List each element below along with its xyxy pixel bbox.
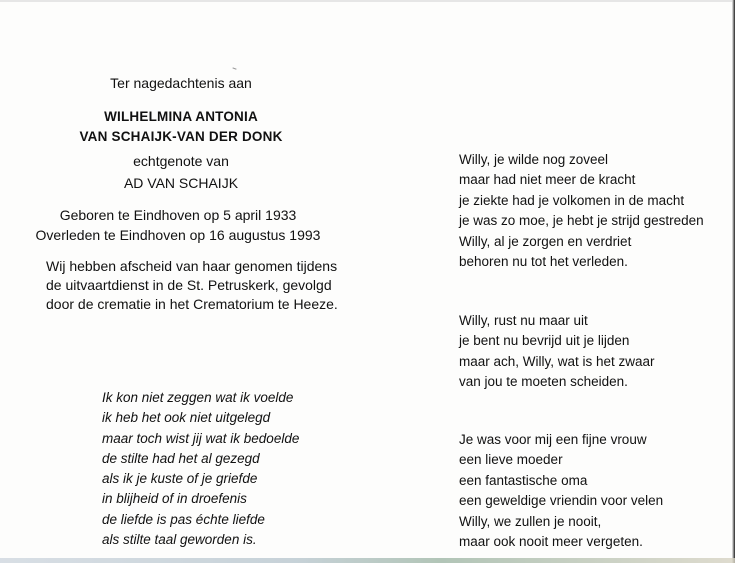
intro-text: Ter nagedachtenis aan (110, 75, 252, 91)
poem-right-stanza-3 (459, 430, 663, 552)
poem-line: Je was voor mij een fijne vrouw (459, 432, 647, 447)
poem-line: maar had niet meer de kracht (459, 172, 636, 188)
poem-right-stanza-2 (459, 311, 655, 393)
poem-line: de stilte had het al gezegd (102, 450, 260, 466)
name-line-1: WILHELMINA ANTONIA (104, 109, 258, 124)
poem-line: Willy, al je zorgen en verdriet (459, 233, 632, 249)
poem-line: als ik je kuste of je griefde (102, 471, 258, 487)
poem-line: een fantastische oma (459, 472, 588, 488)
poem-line: ik heb het ook niet uitgelegd (102, 410, 271, 426)
death-line: Overleden te Eindhoven op 16 augustus 1993 (35, 227, 321, 243)
small-mark (231, 67, 236, 72)
poem-line: maar ook nooit meer vergeten. (459, 534, 643, 550)
card-bottom-edge (0, 558, 735, 563)
poem-line: je ziekte had je volkomen in de macht (459, 192, 685, 208)
poem-left (102, 388, 299, 550)
poem-line: de liefde is pas échte liefde (102, 511, 265, 527)
poem-line: maar ach, Willy, wat is het zwaar (459, 353, 655, 369)
poem-line: een lieve moeder (459, 452, 563, 468)
poem-right-stanza-1 (459, 150, 704, 272)
spouse-label: echtgenote van (133, 153, 229, 169)
poem-line: van jou te moeten scheiden. (459, 374, 628, 390)
poem-line: als stilte taal geworden is. (102, 532, 257, 548)
service-line: Wij hebben afscheid van haar genomen tijdens (46, 258, 338, 274)
spouse-name: AD VAN SCHAIJK (123, 175, 239, 191)
poem-line: Ik kon niet zeggen wat ik voelde (102, 390, 294, 405)
poem-line: Willy, rust nu maar uit (459, 313, 588, 328)
poem-line: je was zo moe, je hebt je strijd gestreden (459, 213, 704, 229)
poem-line: Willy, je wilde nog zoveel (459, 152, 609, 167)
name-line-2: VAN SCHAIJK-VAN DER DONK (79, 129, 283, 144)
poem-line: behoren nu tot het verleden. (459, 254, 628, 270)
service-paragraph (46, 257, 338, 314)
poem-line: in blijheid of in droefenis (102, 491, 247, 507)
service-line: door de crematie in het Crematorium te Heeze. (46, 296, 338, 312)
poem-line: Willy, we zullen je nooit, (459, 513, 602, 529)
poem-line: je bent nu bevrijd uit je lijden (459, 333, 630, 349)
birth-line: Geboren te Eindhoven op 5 april 1933 (59, 207, 297, 223)
service-line: de uitvaartdienst in de St. Petruskerk, gevolgd (46, 277, 332, 293)
poem-line: een geweldige vriendin voor velen (459, 493, 664, 509)
card-top-edge (0, 0, 735, 2)
poem-line: maar toch wist jij wat ik bedoelde (102, 430, 300, 446)
